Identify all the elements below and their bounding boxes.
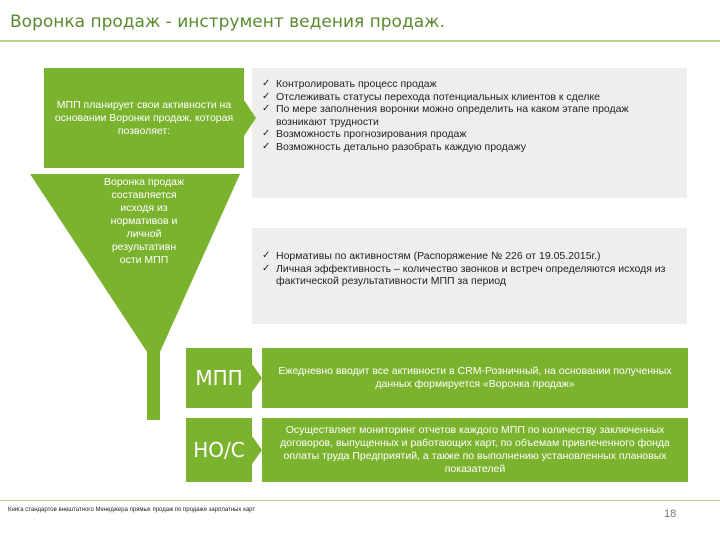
footer-divider bbox=[0, 500, 720, 501]
benefits-list bbox=[262, 78, 672, 153]
plan-box-text: МПП планирует свои активности на основании Воронки продаж, которая позволяет: bbox=[54, 98, 234, 137]
check-icon: ✓ bbox=[262, 103, 271, 114]
benefit-item: ✓ Отслеживать статусы перехода потенциальных клиентов к сделке bbox=[262, 90, 600, 103]
role-mpp-description-box bbox=[262, 348, 688, 408]
plan-box bbox=[44, 68, 244, 168]
role-mpp-label: МПП bbox=[195, 366, 243, 390]
page-title: Воронка продаж - инструмент ведения продаж. bbox=[10, 12, 445, 32]
sources-list bbox=[262, 250, 682, 288]
role-mpp-description: Ежедневно вводит все активности в CRM-Розничный, на основании полученных данных формируется «Воронка продаж» bbox=[278, 365, 672, 390]
check-icon: ✓ bbox=[262, 250, 271, 261]
check-icon: ✓ bbox=[262, 78, 271, 89]
role-mpp-arrow bbox=[252, 364, 262, 392]
role-nos-description-box bbox=[262, 418, 688, 482]
role-nos-label: НО/С bbox=[193, 438, 245, 462]
plan-box-arrow bbox=[244, 100, 256, 136]
benefit-item: ✓ Контролировать процесс продаж bbox=[262, 78, 437, 90]
footer-text: Книга стандартов внештатного Менеджера прямых продаж по продаже зарплатных карт bbox=[8, 507, 256, 513]
source-item: ✓ Нормативы по активностям (Распоряжение № 226 от 19.05.2015г.) bbox=[262, 250, 601, 262]
title-divider bbox=[0, 40, 720, 42]
benefit-item: ✓ По мере заполнения воронки можно определить на каком этапе продаж возникают трудности bbox=[262, 103, 629, 128]
role-nos-description: Осуществляет мониторинг отчетов каждого МПП по количеству заключенных договоров, выпущенных и работающих карт, по объемам привлеченного фонда оплаты труда Предприятий, а также по выполнению установленных плановых показателей bbox=[280, 424, 670, 475]
page-number: 18 bbox=[664, 508, 677, 520]
role-nos-arrow bbox=[252, 436, 262, 464]
benefit-item: ✓ Возможность детально разобрать каждую продажу bbox=[262, 140, 526, 153]
role-mpp-box bbox=[186, 348, 252, 408]
check-icon: ✓ bbox=[262, 262, 271, 274]
funnel-text: Воронка продаж составляется исходя из нормативов и личной результативн ости МПП bbox=[103, 176, 185, 266]
check-icon: ✓ bbox=[262, 140, 271, 152]
check-icon: ✓ bbox=[262, 128, 271, 139]
benefit-item: ✓ Возможность прогнозирования продаж bbox=[262, 128, 467, 140]
source-item: ✓ Личная эффективность – количество звонков и встреч определяются исходя из фактической результативности МПП за период bbox=[262, 262, 666, 287]
role-nos-box bbox=[186, 418, 252, 482]
check-icon: ✓ bbox=[262, 90, 271, 102]
